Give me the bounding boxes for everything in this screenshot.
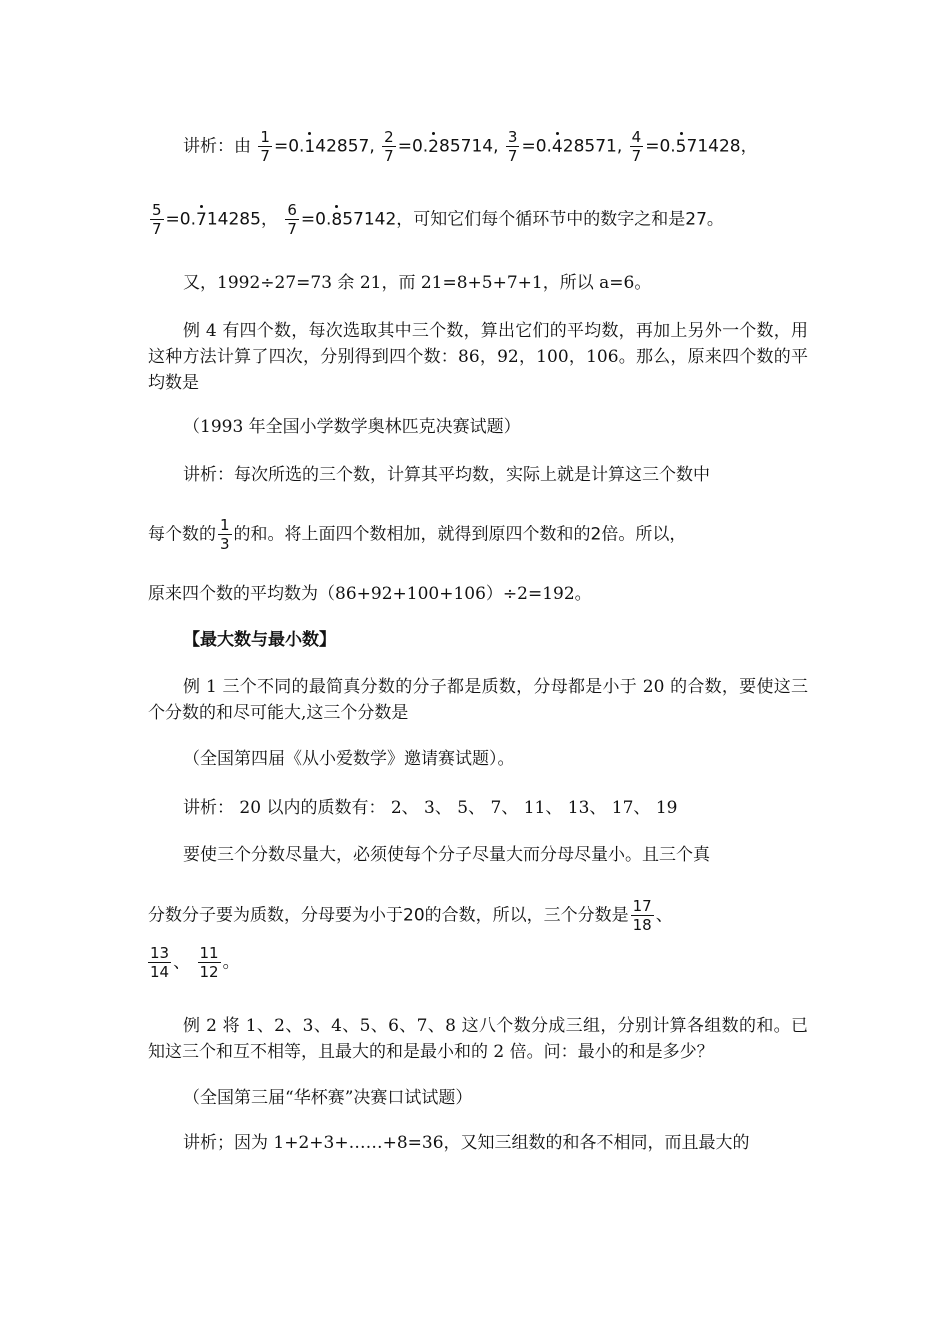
example-1-fractions: $\frac{13}{14}$ 、 $\frac{11}{12}$ 。 — [150, 944, 240, 981]
example-2-source: （全国第三届“华杯赛”决赛口试试题） — [183, 1088, 473, 1108]
repeating-decimal-line-2: $\frac{5}{7}$ =0.714285， $\frac{6}{7}$ =0.857142，可知它们每个循环节中的数字之和是27。 — [152, 201, 724, 238]
fraction-5-7: $\frac{5}{7}$ — [152, 201, 162, 238]
fraction-1-3: $\frac{1}{3}$ — [220, 516, 230, 553]
fraction-3-7: $\frac{3}{7}$ — [507, 128, 518, 165]
example-2-analysis: 讲析；因为 1+2+3+……+8=36，又知三组数的和各不相同，而且最大的 — [183, 1133, 750, 1153]
fraction-4-7: $\frac{4}{7}$ — [631, 128, 642, 165]
example-1-analysis-2: 要使三个分数尽量大，必须使每个分子尽量大而分母尽量小。且三个真 — [183, 845, 710, 865]
fraction-13-14: $\frac{13}{14}$ — [150, 944, 170, 981]
example-1-analysis-1: 讲析： 20 以内的质数有： 2、 3、 5、 7、 11、 13、 17、 19 — [183, 798, 678, 818]
section-title: 【最大数与最小数】 — [183, 630, 336, 650]
fraction-2-7: $\frac{2}{7}$ — [384, 128, 394, 165]
example-1-analysis-3: 分数分子要为质数，分母要为小于20的合数，所以，三个分数是 $\frac{17}{18}$ 、 — [148, 897, 673, 934]
example-4-source: （1993 年全国小学数学奥林匹克决赛试题） — [183, 417, 521, 437]
analysis-label: 讲析：由 — [183, 136, 251, 157]
example-4-analysis-2: 每个数的 $\frac{1}{3}$ 的和。将上面四个数相加，就得到原四个数和的2倍。所以， — [148, 516, 687, 553]
repeating-decimal-line-1: 讲析：由 $\frac{1}{7}$ =0.142857, $\frac{2}{7}$ =0.285714, $\frac{3}{7}$ =0.428571, $\frac{4}{7}$ =0.571428， — [183, 128, 758, 165]
example-1-source: （全国第四届《从小爱数学》邀请赛试题）。 — [183, 749, 515, 769]
example-1-text: 例 1 三个不同的最简真分数的分子都是质数，分母都是小于 20 的合数，要使这三个分数的和尽可能大,这三个分数是 — [148, 677, 808, 723]
fraction-11-12: $\frac{11}{12}$ — [199, 944, 219, 981]
fraction-17-18: $\frac{17}{18}$ — [632, 897, 652, 934]
example-2-text: 例 2 将 1、2、3、4、5、6、7、8 这八个数分成三组，分别计算各组数的和。已知这三个和互不相等，且最大的和是最小和的 2 倍。问：最小的和是多少？ — [148, 1016, 808, 1062]
example-4-analysis-3: 原来四个数的平均数为（86+92+100+106）÷2=192。 — [148, 584, 592, 604]
fraction-6-7: $\frac{6}{7}$ — [287, 201, 297, 238]
example-4-analysis-1: 讲析：每次所选的三个数，计算其平均数，实际上就是计算这三个数中 — [183, 465, 710, 485]
example-4-text: 例 4 有四个数，每次选取其中三个数，算出它们的平均数，再加上另外一个数，用这种方法计算了四次，分别得到四个数：86，92，100，106。那么，原来四个数的平均数是 — [148, 321, 808, 393]
remainder-line: 又，1992÷27=73 余 21，而 21=8+5+7+1，所以 a=6。 — [183, 273, 652, 293]
digit-sum-conclusion: ，可知它们每个循环节中的数字之和是27。 — [396, 209, 724, 230]
fraction-1-7: $\frac{1}{7}$ — [260, 128, 270, 165]
